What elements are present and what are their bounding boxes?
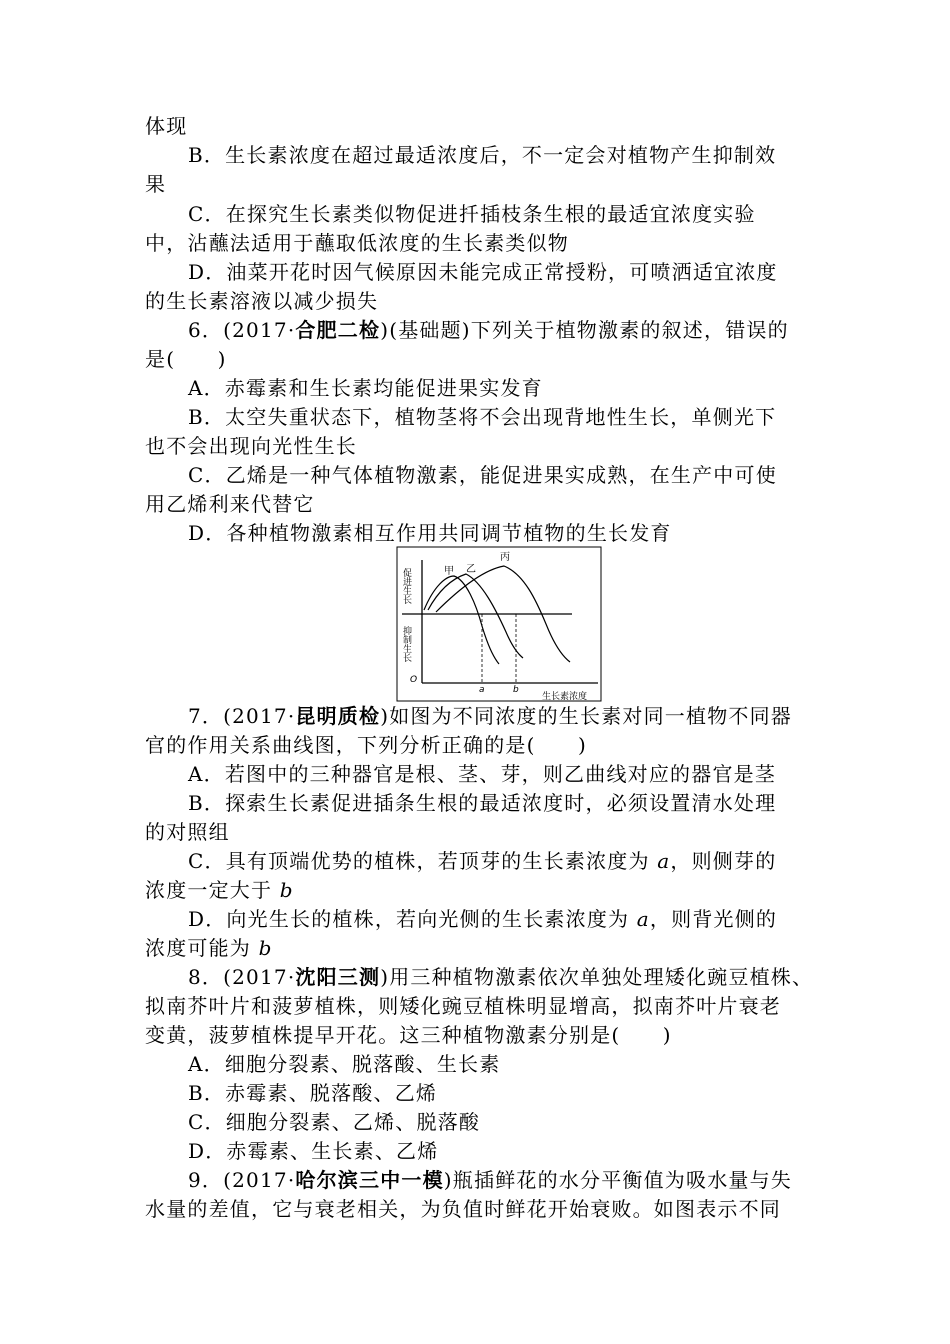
option-c-line: C．细胞分裂素、乙烯、脱落酸 — [188, 1110, 481, 1134]
option-b-line: B．探索生长素促进插条生根的最适浓度时，必须设置清水处理 — [188, 791, 777, 815]
question-8-stem — [188, 963, 853, 991]
tick-label-b: b — [513, 685, 519, 695]
text-line: 拟南芥叶片和菠萝植株，则矮化豌豆植株明显增高，拟南芥叶片衰老 — [145, 994, 781, 1018]
option-d-line: D．各种植物激素相互作用共同调节植物的生长发育 — [188, 521, 672, 545]
question-number: 8．(2017· — [188, 965, 296, 989]
text-line: 中，沾蘸法适用于蘸取低浓度的生长素类似物 — [145, 231, 569, 255]
variable-a: a — [657, 849, 671, 873]
origin-label: O — [410, 675, 418, 685]
question-number: 7．(2017· — [188, 704, 296, 728]
text-span: ，则侧芽的 — [670, 849, 777, 873]
tick-label-a: a — [479, 685, 485, 695]
text-line: 是( ) — [145, 347, 227, 371]
option-d-line — [188, 905, 853, 933]
option-d-line: D．赤霉素、生长素、乙烯 — [188, 1139, 439, 1163]
question-source: 合肥二检 — [295, 318, 381, 342]
variable-b: b — [258, 936, 273, 960]
text-line — [145, 934, 810, 962]
question-text: )瓶插鲜花的水分平衡值为吸水量与失 — [443, 1168, 792, 1192]
curve-yi — [428, 574, 523, 658]
curve-label-jia: 甲 — [444, 566, 454, 577]
text-span: 浓度可能为 — [145, 936, 259, 960]
question-text: )如图为不同浓度的生长素对同一植物不同器 — [380, 704, 793, 728]
text-line — [145, 876, 810, 904]
curve-label-bing: 丙 — [500, 552, 510, 563]
question-text: )(基础题)下列关于植物激素的叙述，错误的 — [380, 318, 789, 342]
option-d-line: D．油菜开花时因气候原因未能完成正常授粉，可喷洒适宜浓度 — [188, 260, 778, 284]
question-source: 沈阳三测 — [295, 965, 381, 989]
question-source: 哈尔滨三中一模 — [295, 1168, 444, 1192]
curve-label-yi: 乙 — [466, 564, 476, 575]
variable-a: a — [636, 907, 650, 931]
text-line: 的生长素溶液以减少损失 — [145, 289, 379, 313]
text-line: 水量的差值，它与衰老相关，为负值时鲜花开始衰败。如图表示不同 — [145, 1197, 781, 1221]
option-c-line: C．乙烯是一种气体植物激素，能促进果实成熟，在生产中可使 — [188, 463, 777, 487]
option-b-line: B．赤霉素、脱落酸、乙烯 — [188, 1081, 438, 1105]
text-line: 也不会出现向光性生长 — [145, 434, 357, 458]
text-span: C．具有顶端优势的植株，若顶芽的生长素浓度为 — [188, 849, 658, 873]
question-7-stem — [188, 702, 853, 730]
question-source: 昆明质检 — [295, 704, 381, 728]
option-c-line: C．在探究生长素类似物促进扦插枝条生根的最适宜浓度实验 — [188, 202, 756, 226]
y-label-promote: 促进生长 — [401, 568, 411, 604]
question-6-stem — [188, 316, 853, 344]
option-a-line: A．若图中的三种器官是根、茎、芽，则乙曲线对应的器官是茎 — [188, 762, 777, 786]
option-a-line: A．赤霉素和生长素均能促进果实发育 — [188, 376, 543, 400]
auxin-concentration-figure — [396, 546, 602, 702]
x-axis-label: 生长素浓度 — [542, 692, 588, 702]
option-a-line: A．细胞分裂素、脱落酸、生长素 — [188, 1052, 501, 1076]
text-line: 果 — [145, 172, 167, 196]
option-b-line: B．生长素浓度在超过最适浓度后，不一定会对植物产生抑制效 — [188, 143, 777, 167]
text-span: 浓度一定大于 — [145, 878, 280, 902]
question-number: 6．(2017· — [188, 318, 296, 342]
auxin-curve-diagram — [396, 546, 602, 702]
text-line: 用乙烯利来代替它 — [145, 492, 315, 516]
text-line: 体现 — [145, 114, 188, 138]
figure-border — [397, 547, 601, 701]
text-line: 的对照组 — [145, 820, 230, 844]
variable-b: b — [279, 878, 294, 902]
text-span: ，则背光侧的 — [649, 907, 778, 931]
text-line: 官的作用关系曲线图，下列分析正确的是( ) — [145, 733, 588, 757]
text-line: 变黄，菠萝植株提早开花。这三种植物激素分别是( ) — [145, 1023, 672, 1047]
option-b-line: B．太空失重状态下，植物茎将不会出现背地性生长，单侧光下 — [188, 405, 777, 429]
option-c-line — [188, 847, 853, 875]
text-span: D．向光生长的植株，若向光侧的生长素浓度为 — [188, 907, 637, 931]
question-number: 9．(2017· — [188, 1168, 296, 1192]
y-label-inhibit: 抑制生长 — [401, 626, 411, 662]
question-text: )用三种植物激素依次单独处理矮化豌豆植株、 — [380, 965, 814, 989]
question-9-stem — [188, 1166, 853, 1194]
